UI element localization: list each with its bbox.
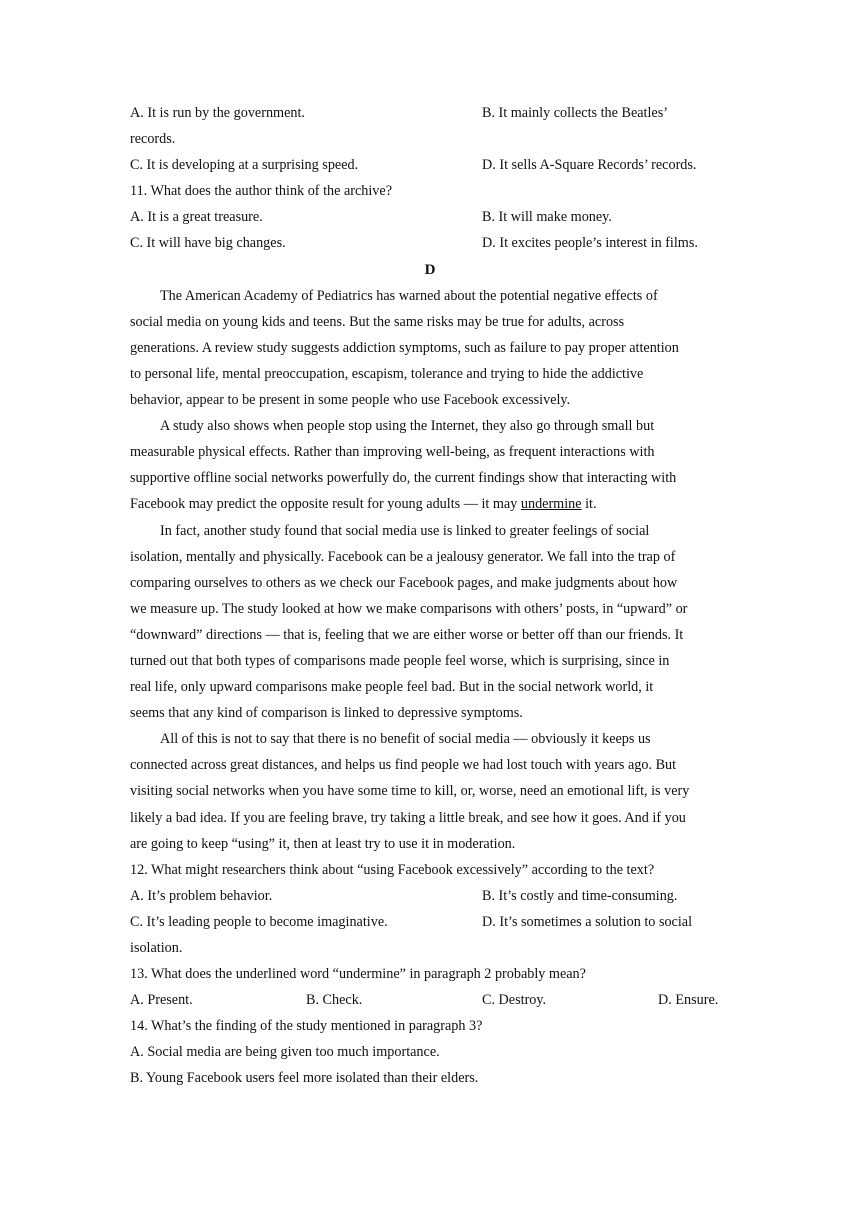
q10-options-row-1 bbox=[130, 100, 730, 126]
passage-paragraph-2 bbox=[130, 413, 730, 517]
paragraph-line bbox=[130, 491, 730, 517]
paragraph-line: measurable physical effects. Rather than improving well-being, as frequent interactions with bbox=[130, 444, 655, 461]
paragraph-line: The American Academy of Pediatrics has warned about the potential negative effects of bbox=[160, 287, 658, 304]
q14-question: 14. What’s the finding of the study mentioned in paragraph 3? bbox=[130, 1018, 483, 1035]
q13-option-b: B. Check. bbox=[306, 992, 363, 1009]
paragraph-line: visiting social networks when you have some time to kill, or, worse, need an emotional lift, is very bbox=[130, 783, 690, 800]
q11-option-d: D. It excites people’s interest in films. bbox=[482, 235, 698, 252]
q10-option-b-continued: records. bbox=[130, 131, 176, 148]
paragraph-line: A study also shows when people stop using the Internet, they also go through small but bbox=[160, 418, 655, 435]
q10-options-row-2 bbox=[130, 152, 730, 178]
q12-question: 12. What might researchers think about “using Facebook excessively” according to the text? bbox=[130, 861, 655, 878]
q13-option-a: A. Present. bbox=[130, 992, 193, 1009]
q12-option-d-continued: isolation. bbox=[130, 940, 183, 956]
q11-options-row-2 bbox=[130, 230, 730, 256]
paragraph-line: “downward” directions — that is, feeling that we are either worse or better off than our friends. It bbox=[130, 626, 684, 643]
paragraph-line: connected across great distances, and helps us find people we had lost touch with years ago. But bbox=[130, 757, 677, 774]
paragraph-line: seems that any kind of comparison is linked to depressive symptoms. bbox=[130, 705, 523, 722]
paragraph-line: comparing ourselves to others as we check our Facebook pages, and make judgments about how bbox=[130, 574, 678, 591]
q12-option-c: C. It’s leading people to become imaginative. bbox=[130, 913, 388, 930]
q13-option-d: D. Ensure. bbox=[658, 992, 719, 1009]
paragraph-text: it. bbox=[581, 496, 597, 513]
q12-options-row-1 bbox=[130, 883, 730, 909]
paragraph-line: are going to keep “using” it, then at least try to use it in moderation. bbox=[130, 835, 516, 852]
paragraph-text: Facebook may predict the opposite result for young adults — it may bbox=[130, 496, 521, 513]
q12-option-b: B. It’s costly and time-consuming. bbox=[482, 887, 678, 904]
q13-option-c: C. Destroy. bbox=[482, 992, 547, 1009]
paragraph-line: likely a bad idea. If you are feeling brave, try taking a little break, and see how it goes. And if you bbox=[130, 809, 686, 826]
q10-option-b: B. It mainly collects the Beatles’ bbox=[482, 105, 668, 121]
paragraph-line: real life, only upward comparisons make people feel bad. But in the social network world, it bbox=[130, 679, 654, 696]
q11-option-c: C. It will have big changes. bbox=[130, 235, 286, 252]
paragraph-line: social media on young kids and teens. But the same risks may be true for adults, across bbox=[130, 313, 625, 330]
paragraph-line: All of this is not to say that there is no benefit of social media — obviously it keeps us bbox=[160, 731, 651, 748]
q14-option-a: A. Social media are being given too much importance. bbox=[130, 1044, 440, 1061]
q11-options-row-1 bbox=[130, 204, 730, 230]
section-heading: D bbox=[424, 261, 436, 278]
q14-option-b: B. Young Facebook users feel more isolated than their elders. bbox=[130, 1070, 479, 1087]
paragraph-line: turned out that both types of comparisons made people feel worse, which is surprising, since in bbox=[130, 652, 670, 669]
passage-paragraph-4 bbox=[130, 726, 730, 856]
paragraph-line: to personal life, mental preoccupation, escapism, tolerance and trying to hide the addictive bbox=[130, 365, 644, 382]
paragraph-line: In fact, another study found that social media use is linked to greater feelings of social bbox=[160, 522, 650, 539]
paragraph-line: behavior, appear to be present in some people who use Facebook excessively. bbox=[130, 392, 571, 409]
q12-options-row-2 bbox=[130, 909, 730, 935]
q13-question: 13. What does the underlined word “undermine” in paragraph 2 probably mean? bbox=[130, 966, 586, 983]
q12-option-a: A. It’s problem behavior. bbox=[130, 887, 273, 904]
paragraph-line: generations. A review study suggests addiction symptoms, such as failure to pay proper attention bbox=[130, 339, 679, 356]
underlined-word-undermine: undermine bbox=[520, 496, 582, 513]
paragraph-line: isolation, mentally and physically. Facebook can be a jealousy generator. We fall into the trap of bbox=[130, 548, 676, 565]
passage-paragraph-1 bbox=[130, 283, 730, 413]
q11-option-a: A. It is a great treasure. bbox=[130, 209, 263, 226]
paragraph-line: we measure up. The study looked at how we make comparisons with others’ posts, in “upward” or bbox=[130, 600, 688, 617]
q11-question: 11. What does the author think of the archive? bbox=[130, 183, 392, 200]
q10-option-d: D. It sells A-Square Records’ records. bbox=[482, 157, 697, 174]
q10-option-c: C. It is developing at a surprising speed. bbox=[130, 157, 359, 174]
q11-option-b: B. It will make money. bbox=[482, 209, 612, 226]
q10-option-a: A. It is run by the government. bbox=[130, 105, 305, 121]
q12-option-d: D. It’s sometimes a solution to social bbox=[482, 913, 693, 930]
q13-options-row bbox=[130, 987, 730, 1013]
passage-paragraph-3 bbox=[130, 518, 730, 727]
exam-page bbox=[130, 100, 730, 1092]
paragraph-line: supportive offline social networks powerfully do, the current findings show that interacting with bbox=[130, 470, 677, 487]
